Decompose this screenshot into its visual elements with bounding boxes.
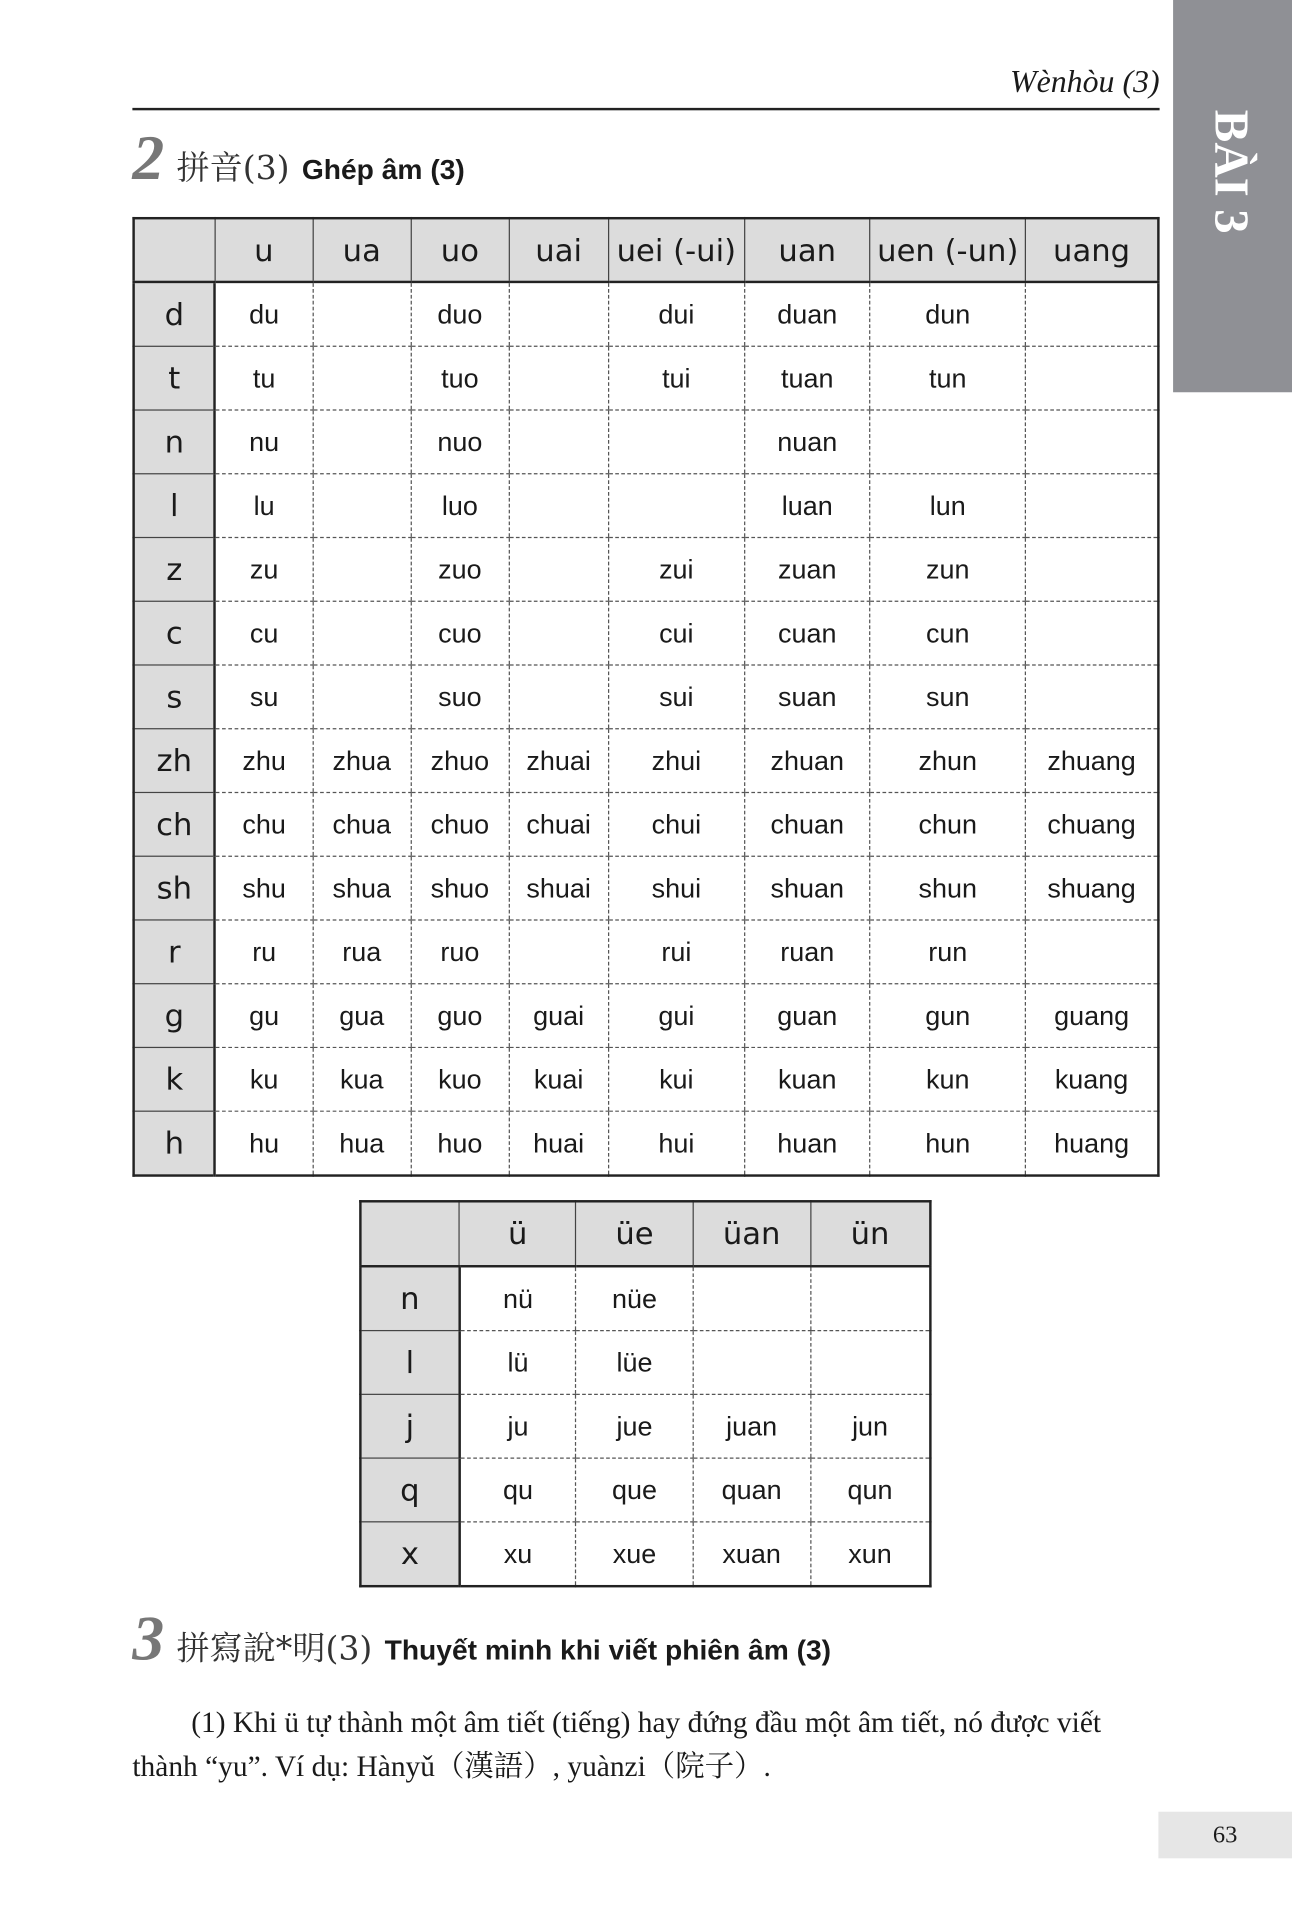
header-row (134, 218, 1159, 282)
syllable-cell: que (576, 1458, 693, 1522)
initial-cell: g (134, 984, 215, 1048)
syllable-cell: gua (313, 984, 411, 1048)
syllable-cell: lüe (576, 1331, 693, 1395)
syllable-cell (509, 474, 608, 538)
syllable-cell (870, 410, 1025, 474)
syllable-cell (608, 410, 744, 474)
section-3-heading (132, 1603, 831, 1675)
initial-cell: q (360, 1458, 459, 1522)
syllable-cell: nuo (411, 410, 509, 474)
syllable-cell (313, 410, 411, 474)
syllable-cell: zun (870, 538, 1025, 602)
lesson-side-tab (1173, 0, 1292, 392)
initial-cell: c (134, 601, 215, 665)
initial-cell: h (134, 1111, 215, 1175)
syllable-cell: zuan (744, 538, 870, 602)
syllable-cell: dui (608, 282, 744, 346)
syllable-cell: ruan (744, 920, 870, 984)
initial-cell: z (134, 538, 215, 602)
lesson-label: BÀI 3 (1204, 109, 1260, 234)
initial-cell: t (134, 346, 215, 410)
syllable-cell: shuai (509, 856, 608, 920)
syllable-cell: hua (313, 1111, 411, 1175)
syllable-cell: chuang (1025, 792, 1158, 856)
syllable-cell: chui (608, 792, 744, 856)
initial-cell: x (360, 1522, 459, 1586)
column-header: uo (411, 218, 509, 282)
initial-cell: n (360, 1266, 459, 1330)
column-header: üe (576, 1201, 693, 1266)
syllable-cell: tuan (744, 346, 870, 410)
syllable-cell: zuo (411, 538, 509, 602)
section-title-vi: Ghép âm (3) (301, 153, 465, 186)
syllable-cell: du (215, 282, 313, 346)
table-row (134, 856, 1159, 920)
syllable-cell: huo (411, 1111, 509, 1175)
initial-cell: s (134, 665, 215, 729)
syllable-cell: nü (459, 1266, 576, 1330)
column-header: üan (693, 1201, 810, 1266)
syllable-cell: zhuan (744, 729, 870, 793)
syllable-cell: rui (608, 920, 744, 984)
syllable-cell: shui (608, 856, 744, 920)
syllable-cell: zhuang (1025, 729, 1158, 793)
syllable-cell: zui (608, 538, 744, 602)
syllable-cell: zhuai (509, 729, 608, 793)
table-row (134, 474, 1159, 538)
syllable-cell (313, 601, 411, 665)
syllable-cell: tun (870, 346, 1025, 410)
syllable-cell: kuo (411, 1047, 509, 1111)
initial-cell: d (134, 282, 215, 346)
column-header: ü (459, 1201, 576, 1266)
syllable-cell: duo (411, 282, 509, 346)
syllable-cell: huan (744, 1111, 870, 1175)
column-header: uang (1025, 218, 1158, 282)
syllable-cell (1025, 601, 1158, 665)
syllable-cell: nüe (576, 1266, 693, 1330)
initial-cell: j (360, 1394, 459, 1458)
section-number: 2 (132, 123, 165, 194)
syllable-cell: tuo (411, 346, 509, 410)
syllable-cell: ruo (411, 920, 509, 984)
initial-cell: zh (134, 729, 215, 793)
syllable-cell: zhui (608, 729, 744, 793)
syllable-cell: shuan (744, 856, 870, 920)
syllable-cell: jun (810, 1394, 930, 1458)
initial-cell: r (134, 920, 215, 984)
syllable-cell (693, 1266, 810, 1330)
syllable-cell: ju (459, 1394, 576, 1458)
syllable-cell (1025, 346, 1158, 410)
syllable-cell: sui (608, 665, 744, 729)
column-header (360, 1201, 459, 1266)
initial-cell: ch (134, 792, 215, 856)
syllable-cell (1025, 282, 1158, 346)
initial-cell: sh (134, 856, 215, 920)
syllable-cell: kuang (1025, 1047, 1158, 1111)
syllable-cell (509, 920, 608, 984)
syllable-cell: zhua (313, 729, 411, 793)
table-row (134, 792, 1159, 856)
syllable-cell: kuan (744, 1047, 870, 1111)
column-header: ün (810, 1201, 930, 1266)
syllable-cell: su (215, 665, 313, 729)
syllable-cell: cuan (744, 601, 870, 665)
table-row (134, 410, 1159, 474)
syllable-cell (1025, 665, 1158, 729)
syllable-cell (509, 282, 608, 346)
table-row (134, 920, 1159, 984)
syllable-cell (509, 410, 608, 474)
initial-cell: l (134, 474, 215, 538)
syllable-cell: guang (1025, 984, 1158, 1048)
column-header (134, 218, 215, 282)
table-row (360, 1331, 930, 1395)
syllable-cell: suan (744, 665, 870, 729)
column-header: uen (-un) (870, 218, 1025, 282)
syllable-cell: huai (509, 1111, 608, 1175)
syllable-cell: lu (215, 474, 313, 538)
table-row (360, 1394, 930, 1458)
column-header: u (215, 218, 313, 282)
column-header: uan (744, 218, 870, 282)
syllable-cell (1025, 410, 1158, 474)
syllable-cell: hu (215, 1111, 313, 1175)
explanation-paragraph (132, 1701, 1162, 1789)
syllable-cell: hun (870, 1111, 1025, 1175)
syllable-cell: kuai (509, 1047, 608, 1111)
syllable-cell: tu (215, 346, 313, 410)
table-row (134, 1047, 1159, 1111)
syllable-cell (608, 474, 744, 538)
syllable-cell: kua (313, 1047, 411, 1111)
syllable-cell: jue (576, 1394, 693, 1458)
syllable-cell (509, 538, 608, 602)
syllable-cell: kui (608, 1047, 744, 1111)
section-title-cn: 拼音(3) (176, 149, 290, 188)
table-row (360, 1458, 930, 1522)
syllable-cell: nu (215, 410, 313, 474)
syllable-cell: guo (411, 984, 509, 1048)
syllable-cell (313, 665, 411, 729)
table-row (134, 1111, 1159, 1175)
syllable-cell (313, 538, 411, 602)
syllable-cell (313, 474, 411, 538)
table-row (134, 729, 1159, 793)
column-header: uei (-ui) (608, 218, 744, 282)
table-row (134, 282, 1159, 346)
syllable-cell: xun (810, 1522, 930, 1586)
syllable-cell (509, 346, 608, 410)
syllable-cell (693, 1331, 810, 1395)
section-title-cn: 拼寫說*明(3) (176, 1630, 373, 1669)
syllable-cell: zhun (870, 729, 1025, 793)
syllable-cell: duan (744, 282, 870, 346)
syllable-cell: xuan (693, 1522, 810, 1586)
syllable-cell: lun (870, 474, 1025, 538)
initial-cell: n (134, 410, 215, 474)
header-rule (132, 108, 1159, 110)
syllable-cell: ru (215, 920, 313, 984)
column-header: ua (313, 218, 411, 282)
syllable-cell: chuan (744, 792, 870, 856)
table-row (134, 665, 1159, 729)
syllable-cell: guan (744, 984, 870, 1048)
syllable-cell: shuang (1025, 856, 1158, 920)
syllable-cell: zu (215, 538, 313, 602)
syllable-cell: nuan (744, 410, 870, 474)
initial-cell: k (134, 1047, 215, 1111)
syllable-cell (1025, 920, 1158, 984)
syllable-cell: luo (411, 474, 509, 538)
syllable-cell: gu (215, 984, 313, 1048)
syllable-cell: shuo (411, 856, 509, 920)
initial-cell: l (360, 1331, 459, 1395)
syllable-cell: juan (693, 1394, 810, 1458)
pinyin-table-umlaut (359, 1200, 931, 1587)
syllable-cell (810, 1266, 930, 1330)
section-number: 3 (132, 1604, 165, 1675)
syllable-cell (810, 1331, 930, 1395)
syllable-cell: rua (313, 920, 411, 984)
syllable-cell: shua (313, 856, 411, 920)
table-row (134, 346, 1159, 410)
table-row (360, 1266, 930, 1330)
syllable-cell: dun (870, 282, 1025, 346)
page-number: 63 (1158, 1812, 1292, 1859)
syllable-cell: sun (870, 665, 1025, 729)
table-row (134, 984, 1159, 1048)
syllable-cell: qu (459, 1458, 576, 1522)
table-row (134, 601, 1159, 665)
syllable-cell (509, 601, 608, 665)
syllable-cell: huang (1025, 1111, 1158, 1175)
paragraph-text: (1) Khi ü tự thành một âm tiết (tiếng) hay đứng đầu một âm tiết, nó được viết thành “yu”. Ví dụ: Hànyǔ（漢語）, yuànzi（院子）. (132, 1707, 1102, 1784)
table-row (360, 1522, 930, 1586)
section-2-heading (132, 123, 464, 195)
syllable-cell: xu (459, 1522, 576, 1586)
running-title: Wènhòu (3) (1010, 63, 1160, 100)
syllable-cell: suo (411, 665, 509, 729)
syllable-cell: guai (509, 984, 608, 1048)
table-row (134, 538, 1159, 602)
pinyin-table-u (132, 217, 1159, 1177)
syllable-cell: shu (215, 856, 313, 920)
syllable-cell: cuo (411, 601, 509, 665)
syllable-cell: run (870, 920, 1025, 984)
syllable-cell (313, 282, 411, 346)
syllable-cell: xue (576, 1522, 693, 1586)
syllable-cell: cui (608, 601, 744, 665)
syllable-cell: luan (744, 474, 870, 538)
syllable-cell (1025, 474, 1158, 538)
header-row (360, 1201, 930, 1266)
syllable-cell: hui (608, 1111, 744, 1175)
syllable-cell: chua (313, 792, 411, 856)
syllable-cell: qun (810, 1458, 930, 1522)
syllable-cell: cun (870, 601, 1025, 665)
syllable-cell: lü (459, 1331, 576, 1395)
syllable-cell: zhu (215, 729, 313, 793)
syllable-cell (509, 665, 608, 729)
syllable-cell: ku (215, 1047, 313, 1111)
syllable-cell: zhuo (411, 729, 509, 793)
syllable-cell: kun (870, 1047, 1025, 1111)
syllable-cell (1025, 538, 1158, 602)
syllable-cell: shun (870, 856, 1025, 920)
syllable-cell: tui (608, 346, 744, 410)
section-title-vi: Thuyết minh khi viết phiên âm (3) (384, 1633, 832, 1666)
syllable-cell: gun (870, 984, 1025, 1048)
syllable-cell: chuai (509, 792, 608, 856)
syllable-cell: quan (693, 1458, 810, 1522)
syllable-cell: chu (215, 792, 313, 856)
syllable-cell: chun (870, 792, 1025, 856)
syllable-cell: chuo (411, 792, 509, 856)
column-header: uai (509, 218, 608, 282)
syllable-cell: gui (608, 984, 744, 1048)
syllable-cell: cu (215, 601, 313, 665)
syllable-cell (313, 346, 411, 410)
